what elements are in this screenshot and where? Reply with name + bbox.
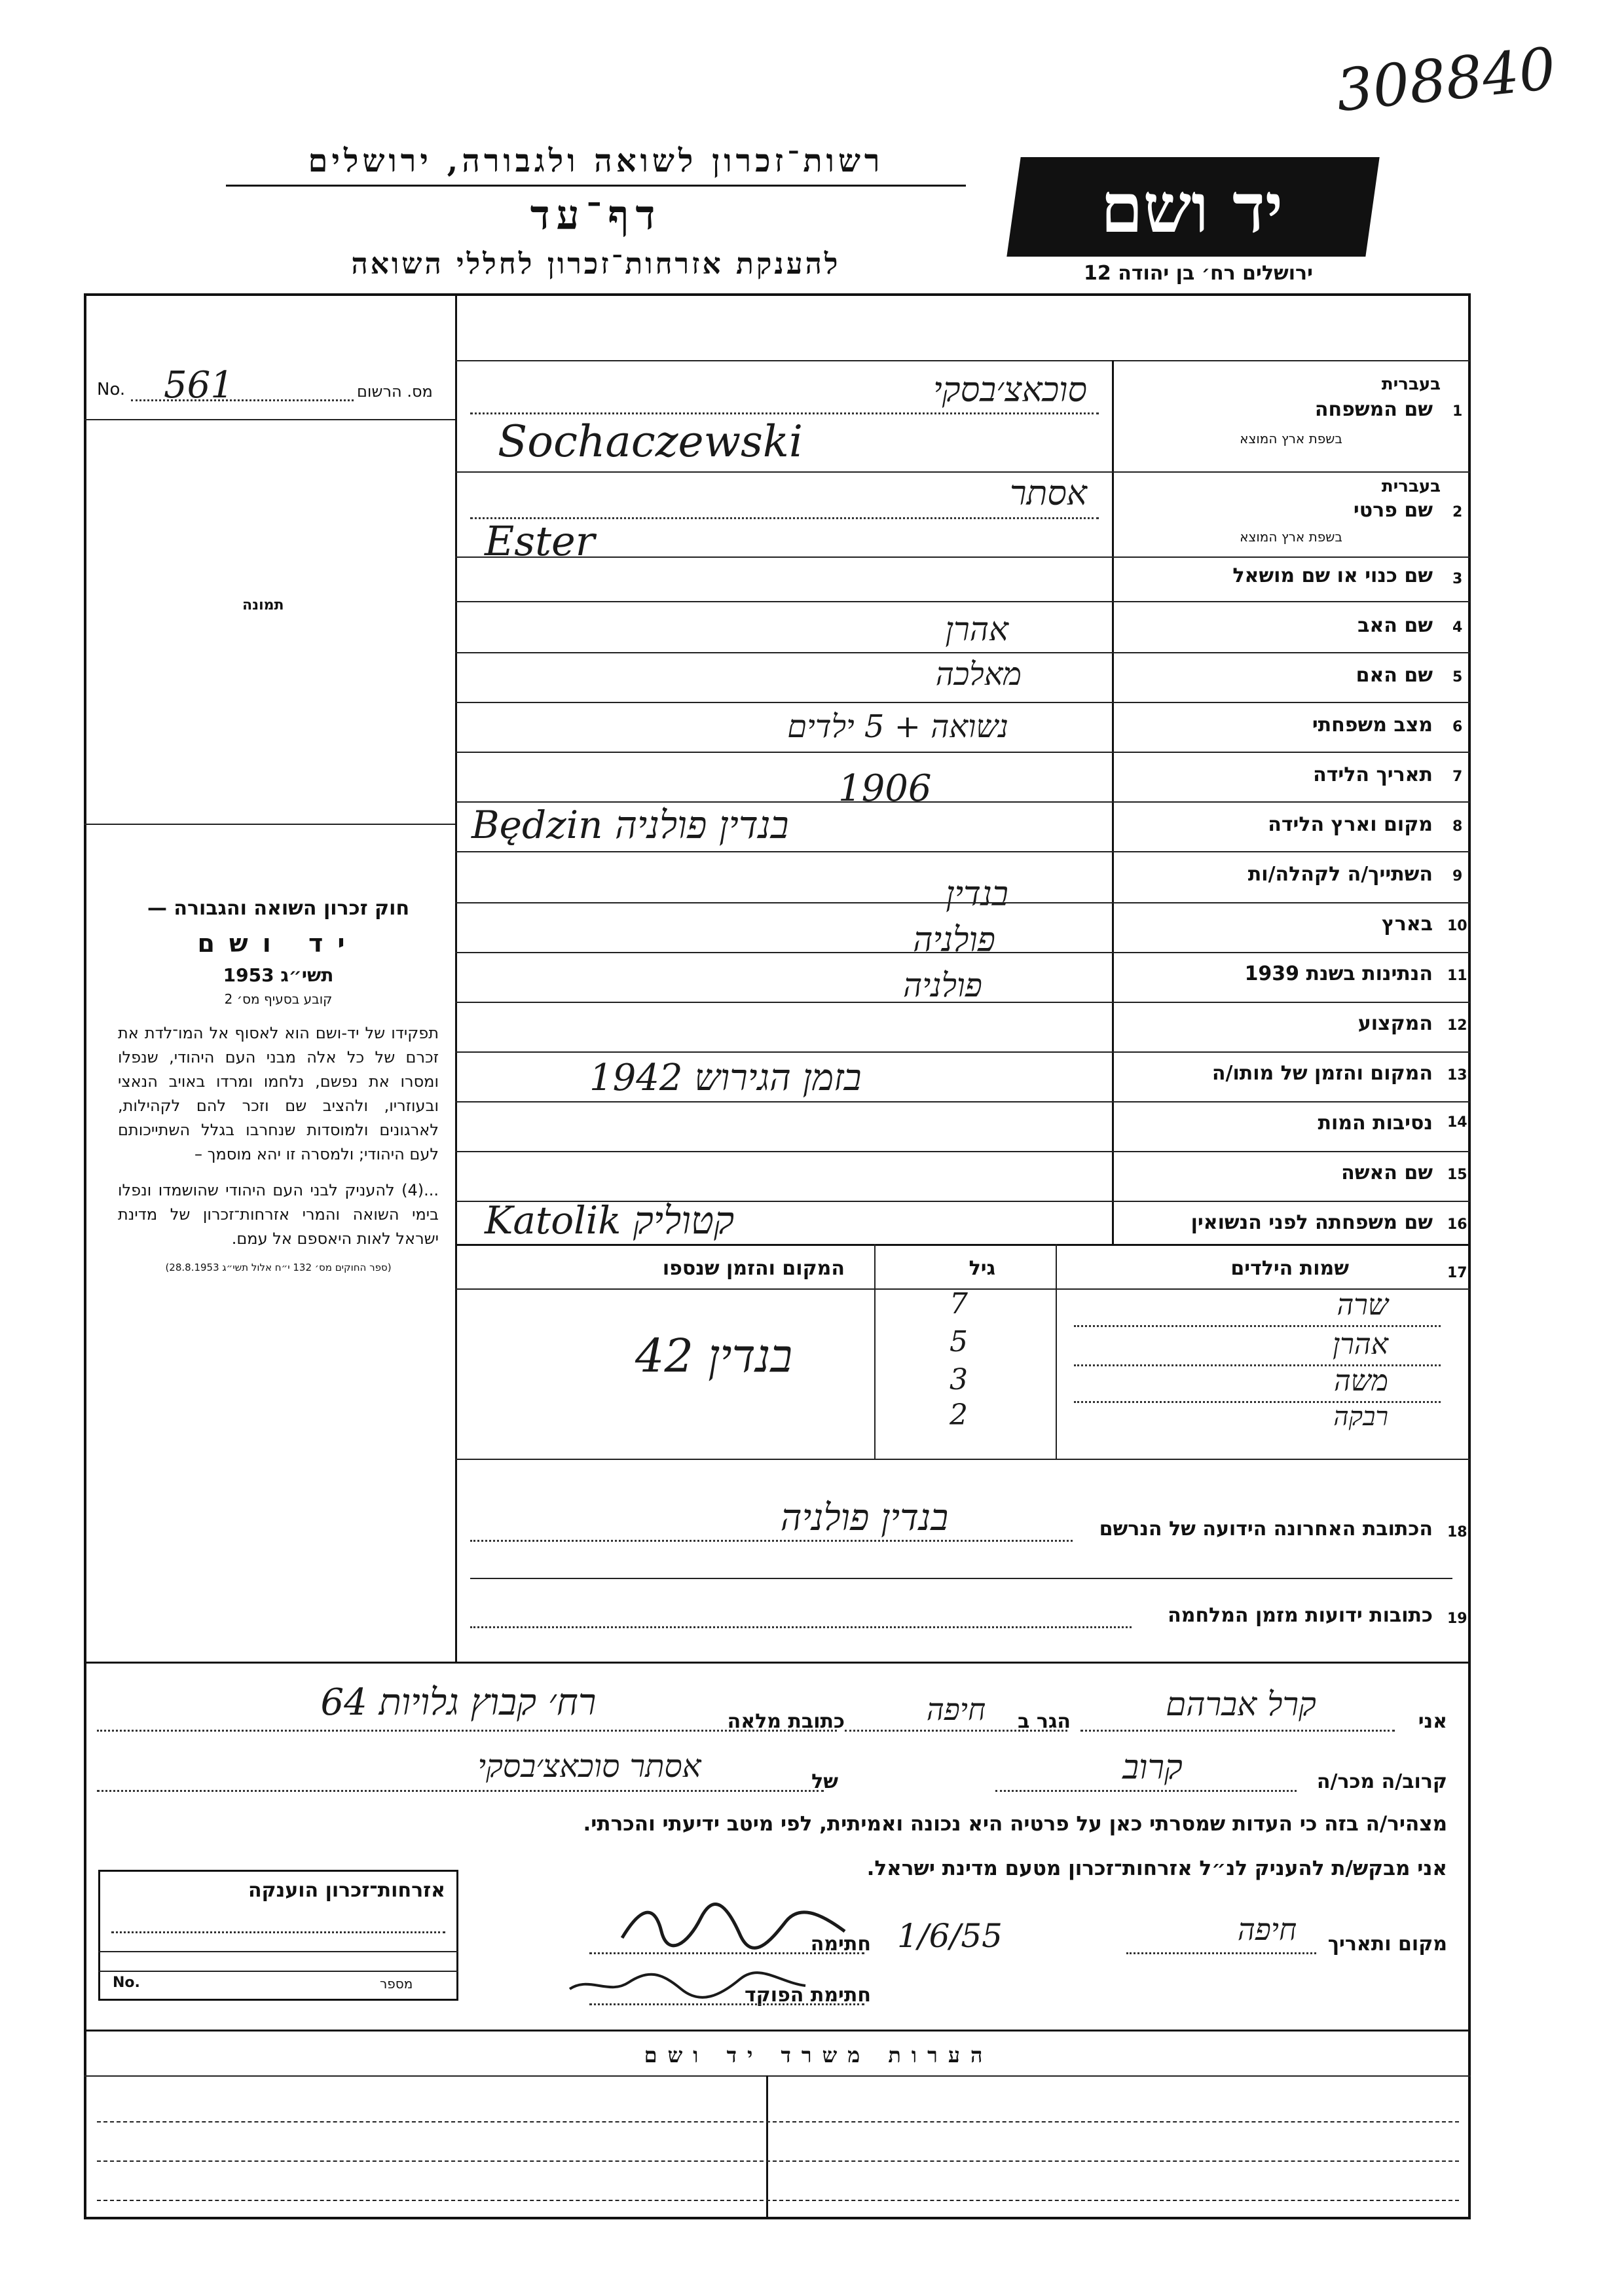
field-8-num: 8 xyxy=(1452,818,1463,835)
field-2-sub-origin: בשפת ארץ המוצא xyxy=(1240,529,1342,545)
citizenship-dots-1 xyxy=(111,1931,445,1933)
decl-signature-label: חתימה xyxy=(810,1933,871,1956)
field-18-label: הכתובת האחרונה הידועה של הנרשם xyxy=(1099,1518,1433,1540)
child-3-name[interactable]: משה xyxy=(1333,1364,1388,1398)
top-row-line xyxy=(455,360,1470,361)
field-1-label: שם המשפחה xyxy=(1314,398,1433,421)
field-19-bottom-line xyxy=(84,1662,1471,1664)
witness-signature xyxy=(616,1899,851,1951)
children-col-place: המקום והזמן שנספו xyxy=(662,1257,845,1280)
children-col-age: גיל xyxy=(969,1257,995,1280)
citizenship-rule-2 xyxy=(98,1971,458,1972)
field-2-sub-he: בעברית xyxy=(1381,477,1441,496)
official-signature xyxy=(563,1963,812,2002)
child-row-1-dots xyxy=(1074,1325,1441,1327)
decl-date-value[interactable]: 1/6/55 xyxy=(897,1917,1003,1955)
decl-address-label: כתובת מלאה xyxy=(727,1710,845,1733)
logo-text: יד ושם xyxy=(1100,168,1283,248)
field-4-line xyxy=(455,652,1470,653)
field-13-num: 13 xyxy=(1447,1067,1467,1084)
field-1-value-he[interactable]: סוכאצ׳בסקי xyxy=(933,371,1087,410)
field-19-num: 19 xyxy=(1447,1611,1467,1627)
field-8-line xyxy=(455,851,1470,852)
field-6-line xyxy=(455,752,1470,753)
field-1-line xyxy=(455,471,1470,473)
field-3-num: 3 xyxy=(1452,571,1463,587)
law-title: חוק זכרון השואה והגבורה — xyxy=(147,897,410,920)
decl-address-dots xyxy=(97,1730,837,1732)
field-14-label: נסיבות המות xyxy=(1318,1112,1433,1135)
child-4-name[interactable]: רבקה xyxy=(1333,1402,1388,1432)
field-1-num: 1 xyxy=(1452,403,1463,420)
reg-bottom-line xyxy=(84,419,455,420)
field-3-label: שם כנוי או שם מושאל xyxy=(1232,564,1433,587)
field-13-label: המקום והזמן של מותו/ה xyxy=(1211,1062,1433,1085)
field-5-label: שם האם xyxy=(1356,664,1433,687)
remarks-title: הערות משרד יד ושם xyxy=(644,2043,993,2068)
decl-i-value[interactable]: קרל אברהם xyxy=(1166,1685,1316,1723)
field-12-num: 12 xyxy=(1447,1017,1467,1034)
law-footnote: (ספר החוקים מס׳ 132 י״ח אלול תשי״ג 28.8.1953) xyxy=(165,1262,392,1273)
field-18-rule-1 xyxy=(470,1578,1452,1579)
field-16-value[interactable]: Katolik קטוליק xyxy=(485,1198,735,1243)
field-14-line xyxy=(455,1151,1470,1152)
field-6-value[interactable]: נשואה + 5 ילדים xyxy=(787,708,1008,745)
field-1-value-origin[interactable]: Sochaczewski xyxy=(498,416,803,467)
decl-relative-label: קרוב/ה מכר/ה xyxy=(1316,1770,1447,1793)
citizenship-rule-1 xyxy=(98,1951,458,1952)
decl-official-dots xyxy=(589,2003,864,2005)
decl-relative-dots xyxy=(995,1790,1297,1792)
field-2-num: 2 xyxy=(1452,504,1463,520)
child-1-age[interactable]: 7 xyxy=(950,1287,968,1321)
photo-label: תמונה xyxy=(242,597,284,613)
field-9-value[interactable]: בנדין xyxy=(946,875,1008,914)
law-paragraph-2: ...(4) להעניק לבני העם היהודי שהושמדו ונפלו בימי השואה והמרי אזרחות־זכרון של מדינת ישראל לאות היאספם אל עמם. xyxy=(118,1181,439,1248)
children-col-names: שמות הילדים xyxy=(1230,1257,1349,1280)
field-17-num: 17 xyxy=(1447,1265,1467,1281)
decl-relative-value[interactable]: קרוב xyxy=(1122,1748,1183,1787)
remarks-header-line xyxy=(84,2075,1471,2077)
field-9-num: 9 xyxy=(1452,868,1463,884)
reg-no-value: 561 xyxy=(164,364,234,407)
child-2-name[interactable]: אהרן xyxy=(1332,1328,1388,1361)
field-10-value[interactable]: פולניה xyxy=(913,920,995,960)
reg-label: מס. הרשום xyxy=(357,382,433,401)
children-col-divider-1 xyxy=(874,1244,876,1460)
field-4-value[interactable]: אהרן xyxy=(945,610,1008,648)
authority-title: רשות־זכרון לשואה ולגבורה, ירושלים xyxy=(308,143,884,179)
field-6-num: 6 xyxy=(1452,719,1463,735)
field-10-num: 10 xyxy=(1447,918,1467,934)
child-1-name[interactable]: שרה xyxy=(1337,1288,1388,1322)
decl-official-label: חתימת הפוקד xyxy=(745,1984,871,2007)
children-place[interactable]: בנדין 42 xyxy=(635,1329,793,1383)
field-2-value-origin[interactable]: Ester xyxy=(485,517,595,565)
field-8-value[interactable]: Będzin בנדין פולניה xyxy=(471,803,789,847)
field-9-label: השתייך/ה לקהלה/ות xyxy=(1247,863,1433,886)
field-7-num: 7 xyxy=(1452,769,1463,785)
law-year: תשי״ג 1953 xyxy=(223,964,334,986)
header-underline xyxy=(226,185,966,187)
field-3-line xyxy=(455,601,1470,602)
field-14-num: 14 xyxy=(1447,1114,1467,1131)
field-12-label: המקצוע xyxy=(1357,1012,1433,1035)
field-18-num: 18 xyxy=(1447,1524,1467,1540)
decl-signature-dots xyxy=(589,1952,864,1954)
field-4-num: 4 xyxy=(1452,619,1463,636)
decl-place-value[interactable]: חיפה xyxy=(1237,1912,1297,1947)
field-7-value[interactable]: 1906 xyxy=(838,767,932,810)
field-16-num: 16 xyxy=(1447,1216,1467,1233)
child-4-age[interactable]: 2 xyxy=(950,1398,968,1432)
field-15-num: 15 xyxy=(1447,1167,1467,1183)
field-11-num: 11 xyxy=(1447,968,1467,984)
decl-of-dots xyxy=(97,1790,824,1792)
field-16-line xyxy=(455,1244,1470,1246)
law-name: יד ושם xyxy=(197,929,360,958)
field-19-label: כתובות ידועות מזמן המלחמה xyxy=(1168,1604,1433,1627)
field-2-line xyxy=(455,556,1470,558)
field-15-label: שם האשה xyxy=(1341,1161,1433,1184)
decl-resides-dots xyxy=(845,1730,1067,1732)
decl-of-value[interactable]: אסתר סוכאצ׳בסקי xyxy=(477,1748,701,1785)
remarks-divider xyxy=(766,2075,768,2219)
children-bottom-line xyxy=(455,1459,1470,1460)
photo-bottom-line xyxy=(84,824,455,825)
form-subtitle: להענקת אזרחות־זכרון לחללי השואה xyxy=(351,247,841,281)
remarks-rule-2 xyxy=(97,2160,1459,2162)
form-title: דף־עד xyxy=(530,191,662,239)
citizenship-title: אזרחות־זכרון הוענקה xyxy=(248,1879,445,1902)
law-section: קובע בסעיף מס׳ 2 xyxy=(224,991,333,1007)
decl-place-date-dots xyxy=(1126,1952,1316,1954)
field-1-sub-origin: בשפת ארץ המוצא xyxy=(1240,431,1342,446)
field-5-value[interactable]: מאלכה xyxy=(935,656,1022,693)
decl-of-label: של xyxy=(811,1770,838,1793)
decl-resides-label: הגר ב xyxy=(1018,1710,1071,1733)
decl-address-value[interactable]: רח׳ קבוץ גלויות 64 xyxy=(320,1681,597,1724)
decl-i-label: אני xyxy=(1418,1710,1447,1733)
remarks-rule-3 xyxy=(97,2200,1459,2201)
field-7-label: תאריך הלידה xyxy=(1313,763,1433,786)
decl-i-dots xyxy=(1080,1730,1395,1732)
field-5-num: 5 xyxy=(1452,669,1463,685)
field-16-label: שם משפחתה לפני הנשואין xyxy=(1190,1211,1433,1234)
field-2-label: שם פרטי xyxy=(1353,499,1433,522)
field-2-value-he[interactable]: אסתר xyxy=(1009,474,1087,513)
field-1-dots-he xyxy=(470,412,1099,414)
field-11-value[interactable]: פולניה xyxy=(902,966,982,1004)
archive-number: 308840 xyxy=(1333,34,1559,125)
field-13-line xyxy=(455,1101,1470,1102)
field-6-label: מצב משפחתי xyxy=(1312,714,1433,737)
decl-request: אני מבקש/ת להעניק לנ״ל אזרחות־זכרון מטעם מדינת ישראל. xyxy=(866,1857,1447,1880)
field-10-line xyxy=(455,952,1470,953)
address-line: ירושלים רח׳ בן יהודה 12 xyxy=(1084,262,1313,285)
child-3-age[interactable]: 3 xyxy=(950,1363,968,1396)
remarks-rule-1 xyxy=(97,2121,1459,2123)
field-9-line xyxy=(455,902,1470,903)
field-18-value[interactable]: בנדין פולניה xyxy=(780,1497,949,1539)
field-13-value[interactable]: 1942 בזמן הגירוש xyxy=(589,1057,862,1099)
field-4-label: שם האב xyxy=(1357,614,1433,637)
field-8-label: מקום וארץ הלידה xyxy=(1268,813,1433,836)
field-18-dots xyxy=(470,1540,1073,1542)
law-box xyxy=(118,897,439,1273)
field-11-label: הנתינות בשנת 1939 xyxy=(1244,962,1433,985)
field-10-label: בארץ xyxy=(1381,913,1433,936)
field-12-line xyxy=(455,1051,1470,1053)
citizenship-number-label: מספר xyxy=(380,1976,413,1992)
field-1-sub-he: בעברית xyxy=(1381,374,1441,394)
field-5-line xyxy=(455,702,1470,703)
field-11-line xyxy=(455,1002,1470,1003)
child-2-age[interactable]: 5 xyxy=(950,1325,968,1358)
declaration-bottom-line xyxy=(84,2030,1471,2032)
law-paragraph-1: תפקידו של יד-ושם הוא לאסוף אל המו־לדת את זכרם של כל אלה מבני העם היהודי, שנפלו ומסרו את נפשם, נלחמו ומרדו באויב הנאצי ובעוזריו, ולהציב שם וזכר להם לקהילות, לארגונים ולמוסדות שנחרבו בגלל השתייכותם לעם היהודי; ולמסרה זו יהא מוסמך – xyxy=(118,1024,439,1163)
decl-place-date-label: מקום ותאריך xyxy=(1327,1933,1447,1956)
citizenship-no-label: No. xyxy=(113,1975,140,1991)
decl-resides-value[interactable]: חיפה xyxy=(926,1692,986,1727)
reg-no-label: No. xyxy=(97,380,126,399)
left-column-divider xyxy=(455,293,457,1662)
field-19-dots xyxy=(470,1626,1132,1628)
children-col-divider-2 xyxy=(1056,1244,1057,1460)
decl-statement: מצהיר/ה בזה כי העדות שמסרתי כאן על פרטיה היא נכונה ואמיתית, לפי מיטב ידיעתי והכרתי. xyxy=(583,1812,1447,1836)
